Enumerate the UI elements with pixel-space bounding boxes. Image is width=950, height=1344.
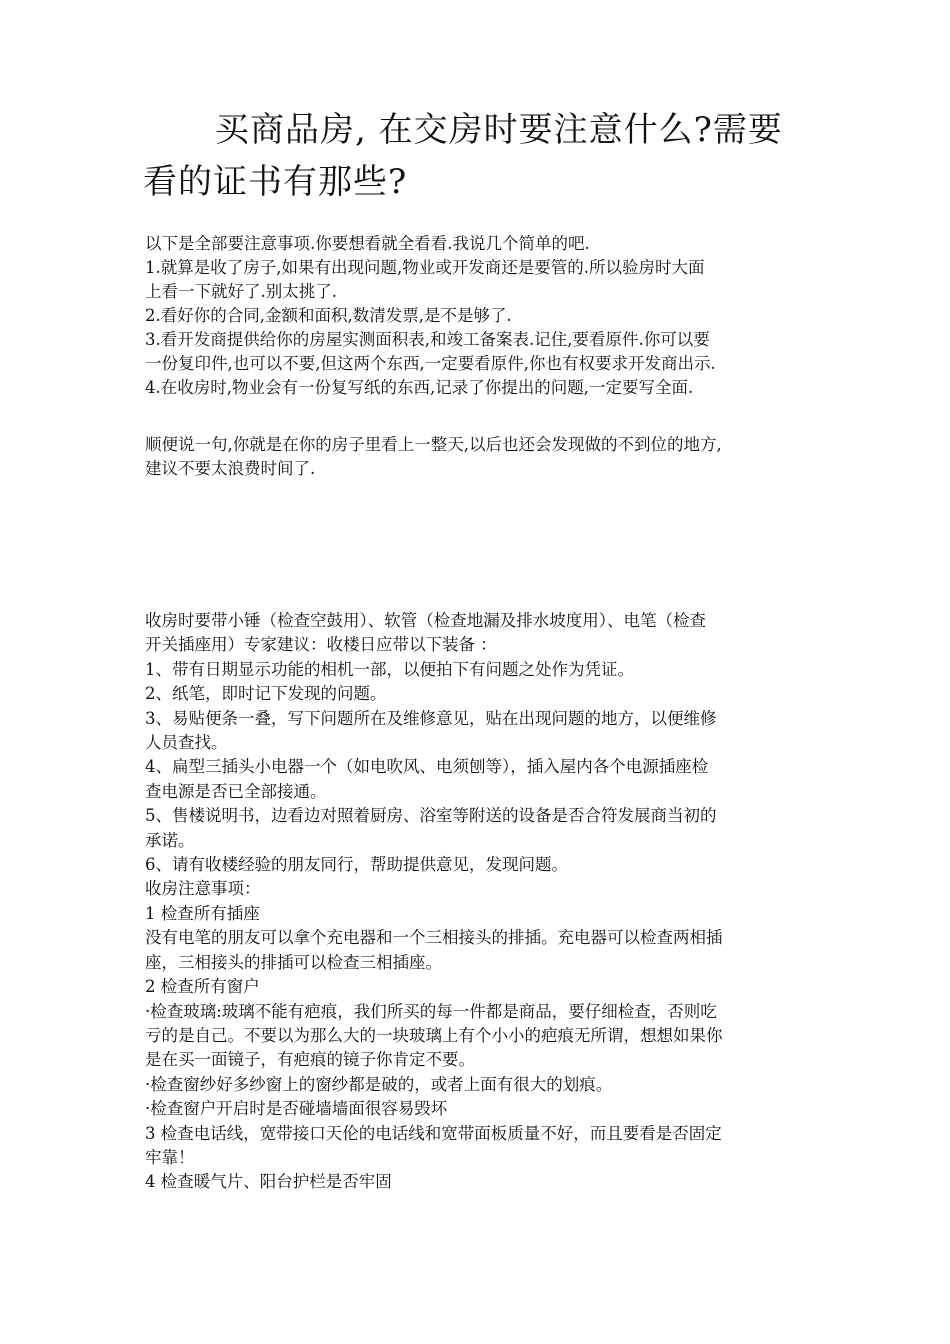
check-window-open-text: ·检查窗户开启时是否碰墙墙面很容易毁坏 xyxy=(145,1099,448,1119)
check-glass-text: ·检查玻璃:玻璃不能有疤痕，我们所买的每一件都是商品，要仔细检查，否则吃 xyxy=(145,1001,717,1021)
answer-section xyxy=(145,232,815,400)
check-windows-heading: 2 检查所有窗户 xyxy=(145,977,260,997)
equipment-item-3-cont: 人员查找。 xyxy=(145,733,228,753)
equipment-item-1: 1、带有日期显示功能的相机一部，以便拍下有问题之处作为凭证。 xyxy=(145,659,634,679)
answer-point-1-cont: 上看一下就好了.别太挑了. xyxy=(145,282,337,301)
title-line-2: 看的证书有那些? xyxy=(143,162,408,202)
equipment-item-4: 4、扁型三插头小电器一个（如电吹风、电须刨等），插入屋内各个电源插座检 xyxy=(145,757,709,777)
answer-intro: 以下是全部要注意事项.你要想看就全看看.我说几个简单的吧. xyxy=(145,234,590,253)
equipment-item-2: 2、纸笔，即时记下发现的问题。 xyxy=(145,684,387,704)
check-sockets-heading: 1 检查所有插座 xyxy=(145,903,260,923)
answer-point-3: 3.看开发商提供给你的房屋实测面积表,和竣工备案表.记住,要看原件.你可以要 xyxy=(145,330,710,349)
notes-heading: 收房注意事项： xyxy=(145,879,261,899)
check-glass-text-cont-2: 是在买一面镜子，有疤痕的镜子你肯定不要。 xyxy=(145,1050,475,1070)
advice-line-cont: 建议不要太浪费时间了. xyxy=(145,459,316,478)
check-glass-text-cont: 亏的是自己。不要以为那么大的一块玻璃上有个小小的疤痕无所谓，想想如果你 xyxy=(145,1025,723,1045)
check-radiator-railing: 4 检查暖气片、阳台护栏是否牢固 xyxy=(145,1172,392,1192)
check-screen-text: ·检查窗纱好多纱窗上的窗纱都是破的，或者上面有很大的划痕。 xyxy=(145,1074,613,1094)
check-phone-line: 3 检查电话线，宽带接口天伦的电话线和宽带面板质量不好，而且要看是否固定 xyxy=(145,1123,722,1143)
checklist-section xyxy=(145,609,815,1195)
title-line-1: 买商品房, 在交房时要注意什么?需要 xyxy=(215,110,783,150)
tools-intro-cont: 开关插座用）专家建议：收楼日应带以下装备 ： xyxy=(145,635,497,655)
answer-point-2: 2.看好你的合同,金额和面积,数清发票,是不是够了. xyxy=(145,306,512,325)
answer-point-3-cont: 一份复印件,也可以不要,但这两个东西,一定要看原件,你也有权要求开发商出示. xyxy=(145,354,716,373)
advice-line: 顺便说一句,你就是在你的房子里看上一整天,以后也还会发现做的不到位的地方, xyxy=(145,435,722,454)
equipment-item-4-cont: 查电源是否已全部接通。 xyxy=(145,781,327,801)
answer-point-1: 1.就算是收了房子,如果有出现问题,物业或开发商还是要管的.所以验房时大面 xyxy=(145,258,705,277)
check-sockets-text-cont: 座，三相接头的排插可以检查三相插座。 xyxy=(145,952,442,972)
check-phone-line-cont: 牢靠！ xyxy=(145,1147,195,1167)
advice-section xyxy=(145,433,815,481)
equipment-item-5: 5、售楼说明书，边看边对照着厨房、浴室等附送的设备是否合符发展商当初的 xyxy=(145,806,717,826)
equipment-item-5-cont: 承诺。 xyxy=(145,830,195,850)
equipment-item-3: 3、易贴便条一叠，写下问题所在及维修意见，贴在出现问题的地方，以便维修 xyxy=(145,708,717,728)
check-sockets-text: 没有电笔的朋友可以拿个充电器和一个三相接头的排插。充电器可以检查两相插 xyxy=(145,928,723,948)
tools-intro: 收房时要带小锤（检查空鼓用）、软管（检查地漏及排水坡度用）、电笔（检查 xyxy=(145,611,706,630)
answer-point-4: 4.在收房时,物业会有一份复写纸的东西,记录了你提出的问题,一定要写全面. xyxy=(145,378,694,397)
equipment-item-6: 6、请有收楼经验的朋友同行，帮助提供意见，发现问题。 xyxy=(145,855,568,875)
page-title xyxy=(143,104,823,208)
